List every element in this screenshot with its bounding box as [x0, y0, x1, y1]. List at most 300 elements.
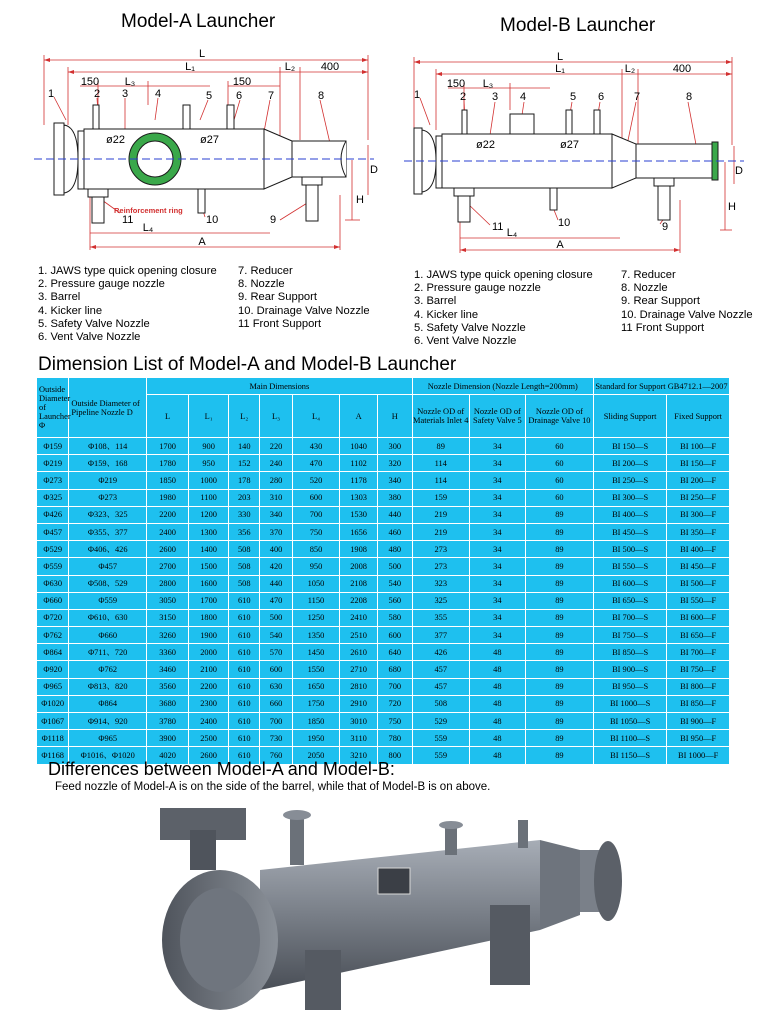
callout-b-4: 4: [520, 91, 527, 103]
legend-item: 1. JAWS type quick opening closure: [414, 269, 593, 281]
callout-a-5: 5: [206, 90, 213, 102]
table-row: [37, 713, 730, 730]
dim-a-phi27: ø27: [200, 134, 219, 146]
table-cell: 3210: [340, 747, 378, 764]
table-cell: 850: [292, 541, 339, 558]
model-b-legend-left: [414, 269, 593, 348]
table-cell: 140: [229, 438, 260, 455]
table-cell: 2910: [340, 695, 378, 712]
dim-a-phi22: ø22: [106, 134, 125, 146]
table-cell: 1800: [189, 609, 229, 626]
table-cell: 2050: [292, 747, 339, 764]
table-cell: 1178: [340, 472, 378, 489]
table-cell: 457: [412, 661, 469, 678]
dim-a-H: H: [356, 194, 364, 206]
table-cell: 4020: [147, 747, 189, 764]
table-cell: 950: [189, 455, 229, 472]
table-cell: 3050: [147, 592, 189, 609]
table-cell: Φ762: [37, 627, 69, 644]
table-cell: 610: [229, 661, 260, 678]
table-cell: 700: [292, 506, 339, 523]
header-pipeline-nozzle: Outside Diameter of Pipeline Nozzle D: [69, 378, 147, 438]
table-cell: BI 450—F: [667, 558, 730, 575]
table-cell: Φ355、377: [69, 523, 147, 540]
table-cell: 610: [229, 713, 260, 730]
table-cell: BI 250—F: [667, 489, 730, 506]
table-cell: 89: [525, 713, 593, 730]
dim-a-L: L: [198, 48, 206, 60]
dim-b-A: A: [556, 239, 564, 251]
table-cell: 34: [469, 592, 525, 609]
header-nozzle-dimension: Nozzle Dimension (Nozzle Length=200mm): [412, 378, 593, 395]
legend-item: 10. Drainage Valve Nozzle: [238, 304, 370, 317]
table-cell: 430: [292, 438, 339, 455]
table-cell: 34: [469, 472, 525, 489]
table-cell: Φ813、820: [69, 678, 147, 695]
table-cell: 219: [412, 523, 469, 540]
table-cell: 610: [229, 730, 260, 747]
table-cell: 34: [469, 455, 525, 472]
table-cell: 2200: [189, 678, 229, 695]
table-cell: 700: [378, 678, 413, 695]
table-cell: 559: [412, 730, 469, 747]
table-cell: BI 250—S: [593, 472, 666, 489]
table-cell: 34: [469, 438, 525, 455]
table-cell: 89: [525, 523, 593, 540]
table-cell: 1040: [340, 438, 378, 455]
table-cell: BI 300—S: [593, 489, 666, 506]
table-cell: 610: [229, 747, 260, 764]
legend-item: 9. Rear Support: [621, 295, 700, 308]
table-cell: 89: [525, 695, 593, 712]
legend-item: 11 Front Support: [238, 317, 322, 330]
table-cell: 800: [378, 747, 413, 764]
table-cell: 500: [378, 558, 413, 575]
table-cell: 900: [189, 438, 229, 455]
table-cell: 34: [469, 489, 525, 506]
table-cell: 48: [469, 695, 525, 712]
table-cell: BI 950—S: [593, 678, 666, 695]
table-cell: 3560: [147, 678, 189, 695]
table-cell: 48: [469, 713, 525, 730]
table-cell: 370: [260, 523, 292, 540]
callout-b-11: 11: [492, 221, 504, 233]
table-cell: 280: [260, 472, 292, 489]
dim-b-D: D: [735, 165, 743, 177]
table-cell: 508: [412, 695, 469, 712]
header-col: Nozzle OD of Materials Inlet 4: [412, 395, 469, 438]
table-cell: BI 950—F: [667, 730, 730, 747]
legend-item: 2. Pressure gauge nozzle: [414, 282, 541, 295]
table-cell: BI 400—S: [593, 506, 666, 523]
legend-item: 5. Safety Valve Nozzle: [414, 321, 526, 334]
table-row: [37, 438, 730, 455]
table-cell: BI 700—F: [667, 644, 730, 661]
legend-item: 7. Reducer: [621, 269, 676, 281]
table-cell: BI 300—F: [667, 506, 730, 523]
table-cell: 1400: [189, 541, 229, 558]
table-cell: 60: [525, 472, 593, 489]
dim-a-400: 400: [320, 61, 340, 73]
table-cell: Φ610、630: [69, 609, 147, 626]
table-cell: 1980: [147, 489, 189, 506]
table-cell: Φ965: [69, 730, 147, 747]
table-cell: BI 350—F: [667, 523, 730, 540]
table-cell: 2400: [189, 713, 229, 730]
dim-a-L2: L₂: [284, 61, 296, 73]
table-cell: 440: [260, 575, 292, 592]
table-cell: BI 200—F: [667, 472, 730, 489]
table-cell: 610: [229, 678, 260, 695]
header-col: A: [340, 395, 378, 438]
table-cell: BI 550—F: [667, 592, 730, 609]
table-cell: 89: [525, 575, 593, 592]
table-cell: 640: [378, 644, 413, 661]
table-cell: 159: [412, 489, 469, 506]
dimension-table: [36, 377, 730, 765]
table-cell: Φ325: [37, 489, 69, 506]
table-cell: 540: [378, 575, 413, 592]
table-cell: BI 850—S: [593, 644, 666, 661]
table-cell: 1530: [340, 506, 378, 523]
table-cell: BI 600—F: [667, 609, 730, 626]
table-cell: 1300: [189, 523, 229, 540]
table-row: [37, 523, 730, 540]
legend-item: 5. Safety Valve Nozzle: [38, 317, 150, 330]
table-cell: 340: [260, 506, 292, 523]
table-cell: 34: [469, 609, 525, 626]
table-cell: 3010: [340, 713, 378, 730]
header-col: L₄: [292, 395, 339, 438]
callout-b-2: 2: [460, 91, 467, 103]
table-cell: Φ457: [69, 558, 147, 575]
dim-b-L1: L₁: [555, 63, 565, 75]
table-cell: 1200: [189, 506, 229, 523]
table-cell: 310: [260, 489, 292, 506]
model-a-legend-right: [238, 265, 370, 331]
table-cell: Φ108、114: [69, 438, 147, 455]
table-cell: 273: [412, 558, 469, 575]
table-cell: 1050: [292, 575, 339, 592]
table-cell: 580: [378, 609, 413, 626]
table-cell: BI 1050—S: [593, 713, 666, 730]
table-cell: 34: [469, 627, 525, 644]
legend-item: 3. Barrel: [38, 291, 81, 304]
table-cell: Φ965: [37, 678, 69, 695]
table-cell: 540: [260, 627, 292, 644]
table-cell: 1102: [340, 455, 378, 472]
differences-text: Feed nozzle of Model-A is on the side of the barrel, while that of Model-B is on above.: [55, 781, 491, 793]
table-cell: 330: [229, 506, 260, 523]
dim-b-L2: L₂: [624, 63, 636, 75]
header-col: Nozzle OD of Drainage Valve 10: [525, 395, 593, 438]
table-cell: Φ864: [37, 644, 69, 661]
callout-b-3: 3: [492, 91, 499, 103]
table-row: [37, 627, 730, 644]
table-cell: Φ660: [69, 627, 147, 644]
table-cell: 2108: [340, 575, 378, 592]
header-main-dimensions: Main Dimensions: [147, 378, 413, 395]
table-cell: BI 1000—S: [593, 695, 666, 712]
callout-b-8: 8: [686, 91, 693, 103]
table-cell: 1250: [292, 609, 339, 626]
table-cell: 610: [229, 592, 260, 609]
model-b-drawing: [400, 50, 745, 260]
differences-title: Differences between Model-A and Model-B:: [48, 759, 395, 779]
table-cell: 89: [525, 730, 593, 747]
table-cell: 570: [260, 644, 292, 661]
table-cell: Φ219: [37, 455, 69, 472]
table-row: [37, 609, 730, 626]
header-support-standard: Standard for Support GB4712.1—2007: [593, 378, 729, 395]
header-col: Nozzle OD of Safety Valve 5: [469, 395, 525, 438]
table-cell: 1950: [292, 730, 339, 747]
table-cell: 3110: [340, 730, 378, 747]
table-cell: 750: [292, 523, 339, 540]
table-cell: 114: [412, 455, 469, 472]
table-cell: Φ920: [37, 661, 69, 678]
dim-a-D: D: [370, 164, 378, 176]
table-cell: 600: [378, 627, 413, 644]
table-cell: Φ529: [37, 541, 69, 558]
table-cell: Φ720: [37, 609, 69, 626]
callout-b-9: 9: [662, 221, 669, 233]
table-cell: 2800: [147, 575, 189, 592]
table-cell: 48: [469, 678, 525, 695]
table-cell: 2300: [189, 695, 229, 712]
table-cell: 48: [469, 644, 525, 661]
legend-item: 6. Vent Valve Nozzle: [38, 331, 141, 344]
table-cell: 2610: [340, 644, 378, 661]
callout-b-5: 5: [570, 91, 577, 103]
table-cell: 3460: [147, 661, 189, 678]
table-cell: BI 800—F: [667, 678, 730, 695]
table-cell: 2600: [189, 747, 229, 764]
table-cell: BI 550—S: [593, 558, 666, 575]
table-cell: 323: [412, 575, 469, 592]
table-cell: BI 200—S: [593, 455, 666, 472]
table-cell: 500: [260, 609, 292, 626]
table-cell: 60: [525, 438, 593, 455]
table-cell: 480: [378, 541, 413, 558]
callout-a-6: 6: [236, 90, 243, 102]
table-cell: BI 100—F: [667, 438, 730, 455]
table-cell: BI 900—S: [593, 661, 666, 678]
header-col: L₂: [229, 395, 260, 438]
model-a-drawing: [30, 45, 378, 260]
table-cell: 340: [378, 472, 413, 489]
callout-a-3: 3: [122, 88, 129, 100]
legend-item: 8. Nozzle: [238, 278, 285, 291]
table-cell: 440: [378, 506, 413, 523]
callout-a-8: 8: [318, 90, 325, 102]
table-cell: 377: [412, 627, 469, 644]
launcher-photo: [140, 800, 640, 1015]
dimension-list-title: Dimension List of Model-A and Model-B Launcher: [38, 354, 457, 375]
header-col: Fixed Support: [667, 395, 730, 438]
table-cell: 114: [412, 472, 469, 489]
table-cell: 1850: [292, 713, 339, 730]
table-cell: 1150: [292, 592, 339, 609]
table-cell: 34: [469, 523, 525, 540]
table-cell: 2208: [340, 592, 378, 609]
table-cell: 1650: [292, 678, 339, 695]
legend-item: 9. Rear Support: [238, 291, 317, 304]
table-cell: 48: [469, 661, 525, 678]
table-cell: 89: [525, 644, 593, 661]
table-cell: 89: [412, 438, 469, 455]
table-cell: 1656: [340, 523, 378, 540]
table-cell: BI 650—S: [593, 592, 666, 609]
table-cell: Φ273: [69, 489, 147, 506]
table-row: [37, 661, 730, 678]
table-cell: 34: [469, 506, 525, 523]
table-cell: 750: [378, 713, 413, 730]
legend-item: 8. Nozzle: [621, 282, 668, 295]
table-cell: BI 450—S: [593, 523, 666, 540]
table-row: [37, 644, 730, 661]
table-cell: Φ457: [37, 523, 69, 540]
table-cell: Φ914、920: [69, 713, 147, 730]
table-cell: 1900: [189, 627, 229, 644]
table-cell: 34: [469, 558, 525, 575]
table-cell: 457: [412, 678, 469, 695]
table-cell: 1908: [340, 541, 378, 558]
table-cell: BI 750—F: [667, 661, 730, 678]
header-col: L₁: [189, 395, 229, 438]
table-cell: 1700: [147, 438, 189, 455]
table-cell: 89: [525, 609, 593, 626]
table-cell: Φ630: [37, 575, 69, 592]
table-cell: 300: [378, 438, 413, 455]
table-cell: BI 1100—S: [593, 730, 666, 747]
table-row: [37, 541, 730, 558]
table-cell: BI 700—S: [593, 609, 666, 626]
table-cell: Φ711、720: [69, 644, 147, 661]
table-cell: Φ159: [37, 438, 69, 455]
table-cell: 720: [378, 695, 413, 712]
dim-b-L3: L₃: [482, 78, 494, 90]
table-cell: 400: [260, 541, 292, 558]
table-cell: 610: [229, 627, 260, 644]
table-cell: 2710: [340, 661, 378, 678]
table-cell: 178: [229, 472, 260, 489]
table-cell: 48: [469, 747, 525, 764]
table-cell: 600: [260, 661, 292, 678]
table-row: [37, 489, 730, 506]
table-cell: 2500: [189, 730, 229, 747]
callout-a-2: 2: [94, 88, 101, 100]
table-cell: 2510: [340, 627, 378, 644]
table-cell: 152: [229, 455, 260, 472]
reinforcement-label: Reinforcement ring: [114, 206, 183, 215]
table-cell: Φ864: [69, 695, 147, 712]
table-row: [37, 506, 730, 523]
table-cell: 426: [412, 644, 469, 661]
dim-b-phi27: ø27: [560, 139, 579, 151]
table-cell: 89: [525, 678, 593, 695]
table-cell: 48: [469, 730, 525, 747]
table-cell: Φ1118: [37, 730, 69, 747]
table-cell: BI 1000—F: [667, 747, 730, 764]
model-b-legend-right: [621, 269, 753, 335]
table-cell: Φ508、529: [69, 575, 147, 592]
table-cell: Φ323、325: [69, 506, 147, 523]
dim-a-L1: L₁: [185, 61, 195, 73]
table-cell: 560: [378, 592, 413, 609]
table-cell: 273: [412, 541, 469, 558]
dim-a-150-right: 150: [232, 76, 252, 88]
callout-a-7: 7: [268, 90, 275, 102]
header-col: Sliding Support: [593, 395, 666, 438]
table-cell: 950: [292, 558, 339, 575]
table-cell: 529: [412, 713, 469, 730]
table-cell: BI 600—S: [593, 575, 666, 592]
table-cell: BI 400—F: [667, 541, 730, 558]
table-cell: 1780: [147, 455, 189, 472]
table-cell: 1000: [189, 472, 229, 489]
table-cell: 320: [378, 455, 413, 472]
table-cell: Φ1168: [37, 747, 69, 764]
table-cell: 219: [412, 506, 469, 523]
table-cell: 460: [378, 523, 413, 540]
table-cell: 3900: [147, 730, 189, 747]
table-cell: 34: [469, 575, 525, 592]
dim-a-A: A: [198, 236, 206, 248]
legend-item: 4. Kicker line: [38, 304, 103, 317]
table-cell: 1100: [189, 489, 229, 506]
model-a-title: Model-A Launcher: [121, 11, 276, 32]
table-cell: 89: [525, 592, 593, 609]
table-cell: 325: [412, 592, 469, 609]
table-cell: Φ273: [37, 472, 69, 489]
dim-a-150-left: 150: [80, 76, 100, 88]
legend-item: 4. Kicker line: [414, 308, 479, 321]
table-cell: 89: [525, 506, 593, 523]
table-cell: 89: [525, 558, 593, 575]
table-cell: 2000: [189, 644, 229, 661]
table-cell: 60: [525, 455, 593, 472]
table-cell: 600: [292, 489, 339, 506]
table-cell: Φ762: [69, 661, 147, 678]
legend-item: 2. Pressure gauge nozzle: [38, 278, 165, 291]
dim-b-L: L: [556, 51, 564, 63]
table-cell: 508: [229, 575, 260, 592]
table-cell: 610: [229, 695, 260, 712]
table-cell: 203: [229, 489, 260, 506]
table-cell: 380: [378, 489, 413, 506]
table-cell: Φ1016、Φ1020: [69, 747, 147, 764]
table-cell: 89: [525, 661, 593, 678]
table-cell: 3360: [147, 644, 189, 661]
table-cell: 1550: [292, 661, 339, 678]
table-cell: 2600: [147, 541, 189, 558]
table-cell: 630: [260, 678, 292, 695]
table-cell: 89: [525, 747, 593, 764]
callout-b-7: 7: [634, 91, 641, 103]
table-cell: BI 1150—S: [593, 747, 666, 764]
table-cell: 89: [525, 627, 593, 644]
table-cell: BI 850—F: [667, 695, 730, 712]
table-cell: 355: [412, 609, 469, 626]
table-cell: 60: [525, 489, 593, 506]
legend-item: 11 Front Support: [621, 321, 705, 334]
table-cell: 1600: [189, 575, 229, 592]
table-cell: 3780: [147, 713, 189, 730]
table-row: [37, 455, 730, 472]
table-cell: Φ219: [69, 472, 147, 489]
table-cell: 2410: [340, 609, 378, 626]
